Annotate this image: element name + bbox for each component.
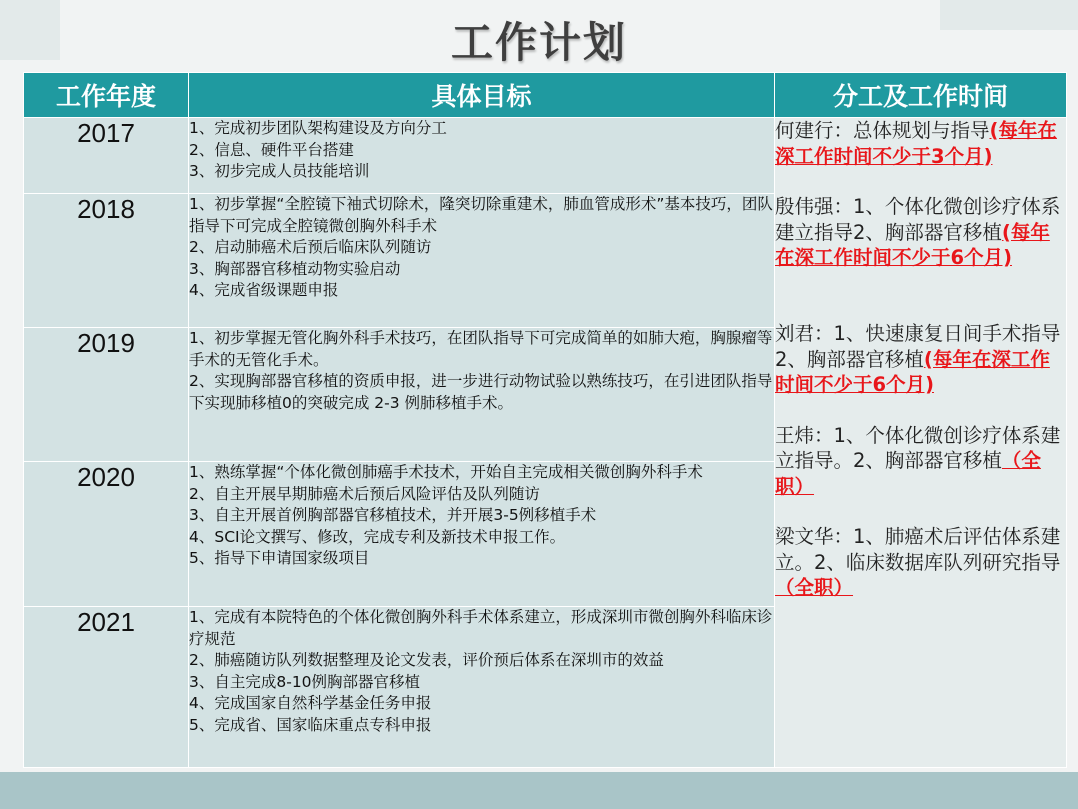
assignment-cell xyxy=(775,118,1067,768)
header-assignment: 分工及工作时间 xyxy=(775,73,1067,118)
year-cell: 2017 xyxy=(24,118,189,194)
goal-item: 1、完成有本院特色的个体化微创胸外科手术体系建立，形成深圳市微创胸外科临床诊疗规范 xyxy=(189,608,773,648)
page-title: 工作计划 xyxy=(450,18,627,67)
header-year: 工作年度 xyxy=(24,73,189,118)
goal-item: 1、初步掌握无管化胸外科手术技巧，在团队指导下可完成简单的如肺大疱，胸腺瘤等手术的无管化手术。 xyxy=(189,329,773,369)
goal-item: 5、完成省、国家临床重点专科申报 xyxy=(189,715,432,734)
goal-item: 1、熟练掌握“个体化微创肺癌手术技术，开始自主完成相关微创胸外科手术 xyxy=(189,463,703,481)
assignment-time-highlight: (每年在深工作时间不少于6个月) xyxy=(775,220,1050,269)
goal-item: 4、SCI论文撰写、修改，完成专利及新技术申报工作。 xyxy=(189,527,566,546)
assignment-time-highlight: (每年在深工作时间不少于3个月) xyxy=(775,119,1057,168)
assignment-time-highlight: （全职） xyxy=(775,449,1041,498)
year-cell: 2019 xyxy=(24,328,189,462)
header-goals: 具体目标 xyxy=(189,73,775,118)
assignment-text: 何建行：总体规划与指导 xyxy=(775,119,990,142)
goal-item: 2、信息、硬件平台搭建 xyxy=(189,140,354,159)
goal-item: 2、启动肺癌术后预后临床队列随访 xyxy=(189,238,432,256)
assignment-text: 梁文华：1、肺癌术后评估体系建立。2、临床数据库队列研究指导 xyxy=(775,525,1061,574)
goal-item: 1、初步掌握“全腔镜下袖式切除术，隆突切除重建术，肺血管成形术”基本技巧，团队指导下可完成全腔镜微创胸外科手术 xyxy=(189,195,773,235)
assignment-time-highlight: （全职） xyxy=(775,576,854,599)
work-plan-table xyxy=(23,72,1067,768)
assignment-item xyxy=(775,296,1066,398)
goal-item: 2、肺癌随访队列数据整理及论文发表，评价预后体系在深圳市的效益 xyxy=(189,651,664,669)
year-cell: 2021 xyxy=(24,607,189,768)
assignment-item xyxy=(775,423,1066,500)
assignment-item xyxy=(775,118,1066,169)
table-header-row xyxy=(24,73,1067,118)
table-row xyxy=(24,118,1067,194)
year-cell: 2020 xyxy=(24,462,189,607)
goal-item: 3、初步完成人员技能培训 xyxy=(189,162,370,180)
assignment-text: 刘君：1、快速康复日间手术指导 2、胸部器官移植 xyxy=(775,322,1061,371)
bottom-band xyxy=(0,772,1078,809)
goals-cell xyxy=(189,462,775,607)
assignment-text: 殷伟强：1、个体化微创诊疗体系建立指导2、胸部器官移植 xyxy=(775,195,1061,244)
goal-item: 5、指导下申请国家级项目 xyxy=(189,549,370,567)
goal-item: 4、完成省级课题申报 xyxy=(189,281,339,299)
assignment-text: 王炜：1、个体化微创诊疗体系建立指导。2、胸部器官移植 xyxy=(775,423,1061,472)
assignment-item xyxy=(775,524,1066,601)
year-cell: 2018 xyxy=(24,194,189,328)
goal-item: 4、完成国家自然科学基金任务申报 xyxy=(189,694,432,712)
goal-item: 3、胸部器官移植动物实验启动 xyxy=(189,259,401,278)
goal-item: 2、实现胸部器官移植的资质申报，进一步进行动物试验以熟练技巧，在引进团队指导下实现肺移植0的突破完成 2-3 例肺移植手术。 xyxy=(189,372,773,412)
goals-cell xyxy=(189,194,775,328)
goals-cell xyxy=(189,118,775,194)
goal-item: 3、自主完成8-10例胸部器官移植 xyxy=(189,672,421,691)
goals-cell xyxy=(189,607,775,768)
assignment-item xyxy=(775,194,1066,271)
goal-item: 1、完成初步团队架构建设及方向分工 xyxy=(189,119,447,137)
goal-item: 3、自主开展首例胸部器官移植技术，并开展3-5例移植手术 xyxy=(189,506,597,524)
assignment-time-highlight: (每年在深工作时间不少于6个月) xyxy=(775,347,1050,396)
goal-item: 2、自主开展早期肺癌术后预后风险评估及队列随访 xyxy=(189,484,540,503)
goals-cell xyxy=(189,328,775,462)
